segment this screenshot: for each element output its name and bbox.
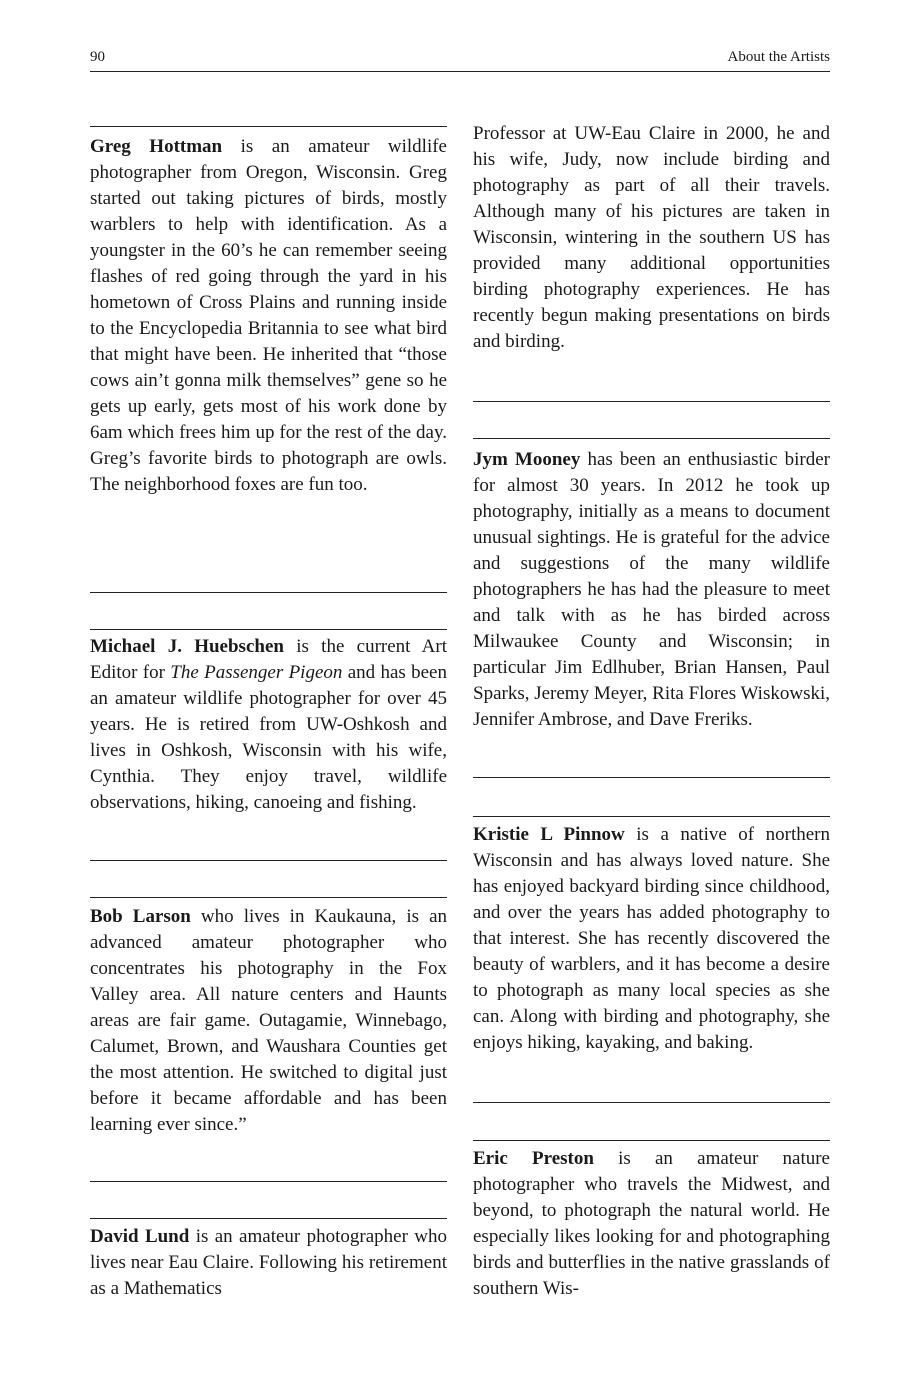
page-number: 90 [90,49,105,65]
bio-text: David Lund is an amateur photographer who lives near Eau Claire. Following his retirement as a Mathematics [90,1226,448,1299]
rule-top-preston [473,1140,830,1141]
artist-name: Bob Larson [90,906,191,927]
artist-name: Michael J. Huebschen [90,636,284,657]
artist-name: Jym Mooney [473,449,581,470]
rule-top-hottman [90,126,447,127]
artist-name: Greg Hottman [90,136,223,157]
rule-bottom-mooney [473,777,830,778]
bio-text: Professor at UW-Eau Claire in 2000, he and his wife, Judy, now include birding and photography as part of all their travels. Although many of his pictures are taken in Wisconsin, wintering in the southern US has provided many additional opportunities birding photography experiences. He has recently begun making presentations on birds and birding. [473,123,830,352]
bio-text: Jym Mooney has been an enthusiastic birder for almost 30 years. In 2012 he took up photography, initially as a means to document unusual sightings. He is grateful for the advice and suggestions of the many wildlife photographers he has had the pleasure to meet and talk with as he has birded across Milwaukee County and Wisconsin; in particular Jim Edlhuber, Brian Hansen, Paul Sparks, Jeremy Meyer, Rita Flores Wiskowski, Jennifer Ambrose, and Dave Freriks. [473,449,830,730]
rule-bottom-lund [473,401,830,402]
bio-larson [90,904,447,1138]
bio-lund [90,1224,447,1302]
bio-preston [473,1146,830,1302]
rule-top-lund [90,1218,447,1219]
bio-text: Eric Preston is an amateur nature photographer who travels the Midwest, and beyond, to photograph the natural world. He especially likes looking for and photographing birds and butterflies in the native grasslands of southern Wis- [473,1148,830,1299]
bio-mooney [473,447,830,733]
rule-top-huebschen [90,629,447,630]
rule-top-pinnow [473,816,830,817]
bio-pinnow [473,822,830,1056]
bio-text: Kristie L Pinnow is a native of northern Wisconsin and has always loved nature. She has enjoyed backyard birding since childhood, and over the years has added photography to that interest. She has recently discovered the beauty of warblers, and it has become a desire to photograph as many local species as she can. Along with birding and photography, she enjoys hiking, kayaking, and baking. [473,824,830,1053]
artist-name: David Lund [90,1226,190,1247]
publication-title: The Passenger Pigeon [170,662,343,683]
rule-bottom-hottman [90,592,447,593]
bio-text: Michael J. Huebschen is the current Art Editor for The Passenger Pigeon and has been an amateur wildlife photographer for over 45 years. He is retired from UW-Oshkosh and lives in Oshkosh, Wisconsin with his wife, Cynthia. They enjoy travel, wildlife observations, hiking, canoeing and fishing. [90,636,447,813]
page-header [90,49,830,72]
rule-bottom-larson [90,1181,447,1182]
rule-top-larson [90,897,447,898]
rule-bottom-pinnow [473,1102,830,1103]
bio-text: Greg Hottman is an amateur wildlife photographer from Oregon, Wisconsin. Greg started out taking pictures of birds, mostly warblers to help with identification. As a youngster in the 60’s he can remember seeing flashes of red going through the yard in his hometown of Cross Plains and running inside to the Encyclopedia Britannia to see what bird that might have been. He inherited that “those cows ain’t gonna milk themselves” gene so he gets up early, gets most of his work done by 6am which frees him up for the rest of the day. Greg’s favorite birds to photograph are owls. The neighborhood foxes are fun too. [90,136,447,495]
running-head: About the Artists [727,49,830,65]
artist-name: Eric Preston [473,1148,594,1169]
bio-lund-continued [473,121,830,355]
artist-name: Kristie L Pinnow [473,824,625,845]
rule-top-mooney [473,438,830,439]
bio-huebschen [90,634,447,816]
rule-bottom-huebschen [90,860,447,861]
bio-text: Bob Larson who lives in Kaukauna, is an advanced amateur photographer who concentrates his photography in the Fox Valley area. All nature centers and Haunts areas are fair game. Outagamie, Winnebago, Calumet, Brown, and Waushara Counties get the most attention. He switched to digital just before it became affordable and has been learning ever since.” [90,906,447,1135]
bio-hottman [90,134,447,498]
